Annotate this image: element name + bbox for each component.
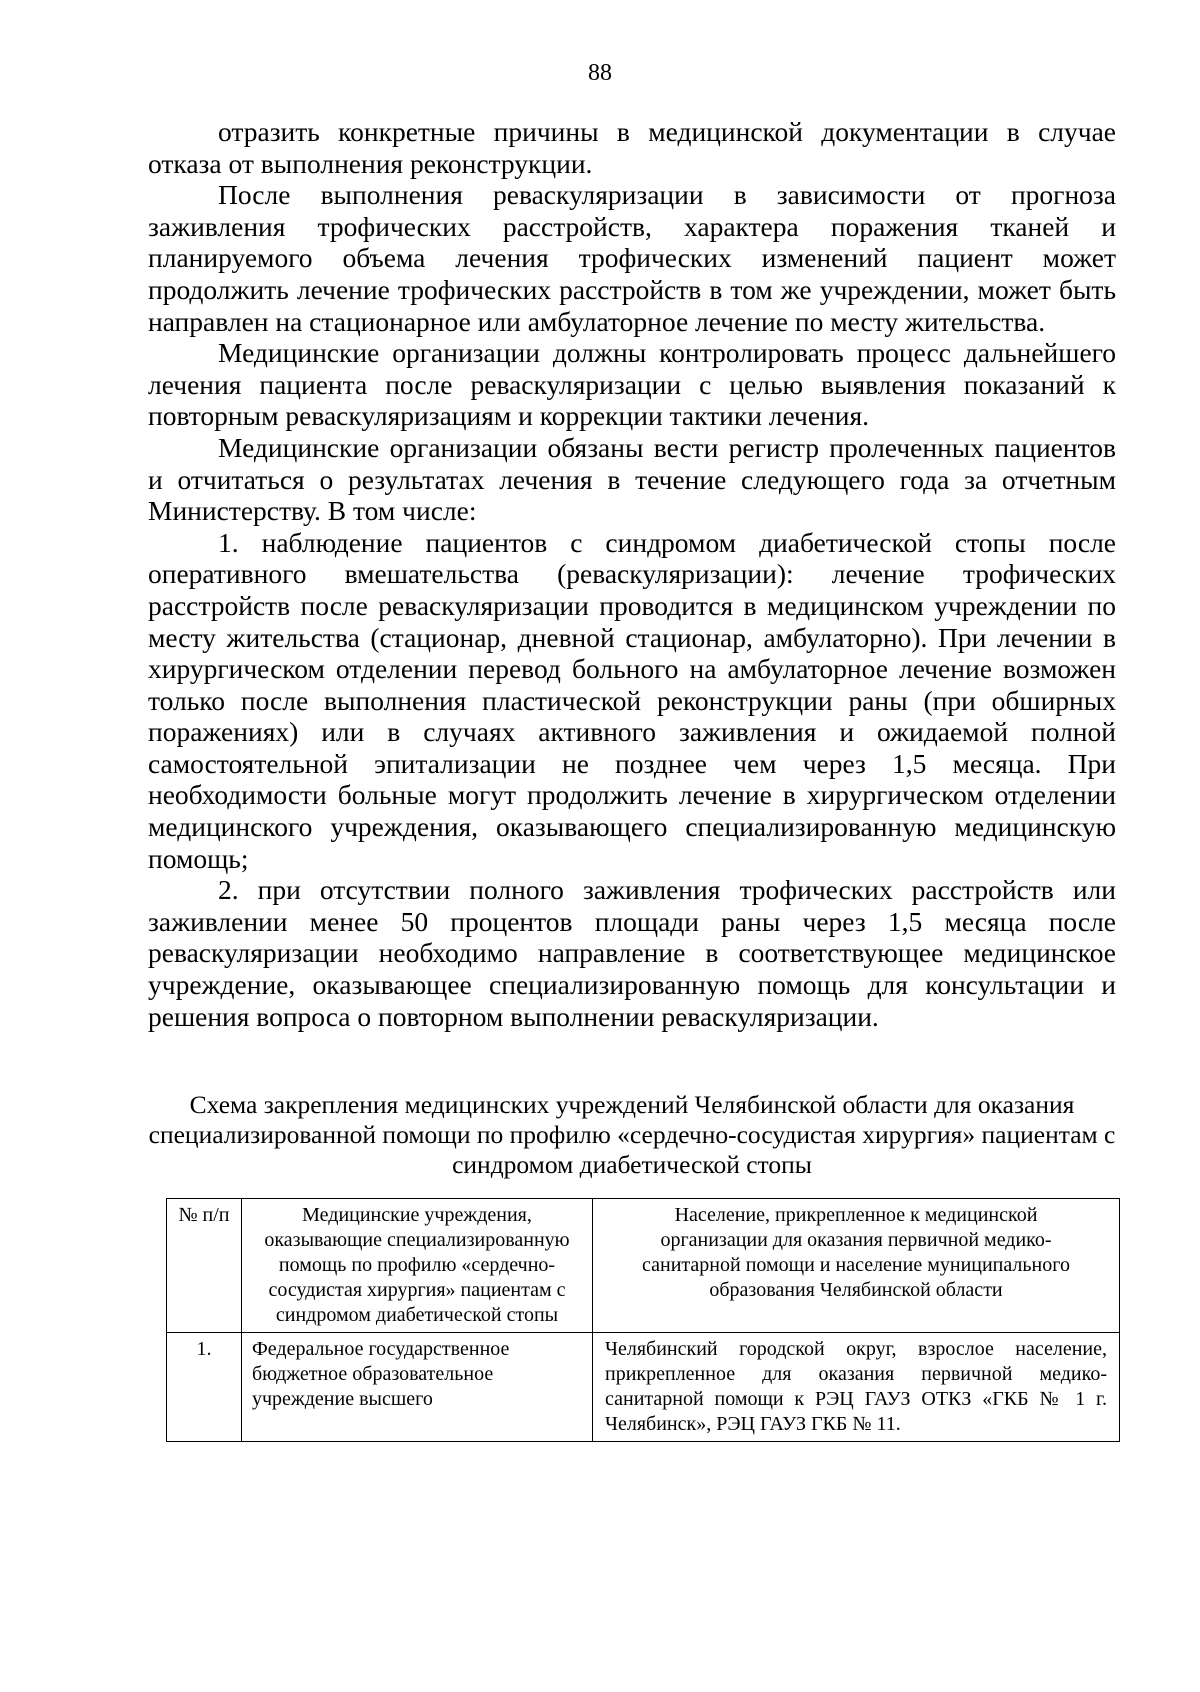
header-num: № п/п: [167, 1199, 242, 1333]
paragraph: Медицинские организации обязаны вести регистр пролеченных пациентов и отчитаться о результатах лечения в течение следующего года за отчетным Министерству. В том числе:: [148, 431, 1116, 527]
cell-population: Челябинский городской округ, взрослое население, прикрепленное для оказания первичной медико-санитарной помощи к РЭЦ ГАУЗ ОТКЗ «ГКБ № 1 г. Челябинск», РЭЦ ГАУЗ ГКБ № 11.: [593, 1333, 1120, 1442]
page-number: 88: [588, 60, 612, 86]
list-item: 2. при отсутствии полного заживления трофических расстройств или заживлении менее 50 процентов площади раны через 1,5 месяца после реваскуляризации необходимо направление в соответствующее медицинское учреждение, оказывающее специализированную помощь для консультации и решения вопроса о повторном выполнении реваскуляризации.: [148, 874, 1116, 1032]
header-institution: Медицинские учреждения, оказывающие специализированную помощь по профилю «сердечно-сосудистая хирургия» пациентам с синдромом диабетической стопы: [242, 1199, 593, 1333]
paragraph: После выполнения реваскуляризации в зависимости от прогноза заживления трофических расстройств, характера поражения тканей и планируемого объема лечения трофических изменений пациент может продолжить лечение трофических расстройств в том же учреждении, может быть направлен на стационарное или амбулаторное лечение по месту жительства.: [148, 179, 1116, 337]
cell-num: 1.: [167, 1333, 242, 1442]
cell-institution: Федеральное государственное бюджетное образовательное учреждение высшего: [242, 1333, 593, 1442]
table-caption: Схема закрепления медицинских учреждений Челябинской области для оказания специализированной помощи по профилю «сердечно-сосудистая хирургия» пациентам с синдромом диабетической стопы: [148, 1090, 1116, 1179]
body-text: [148, 116, 1116, 1032]
table-header-row: [167, 1199, 1120, 1333]
paragraph: Медицинские организации должны контролировать процесс дальнейшего лечения пациента после реваскуляризации с целью выявления показаний к повторным реваскуляризациям и коррекции тактики лечения.: [148, 337, 1116, 432]
table-row: [167, 1333, 1120, 1442]
assignment-table: [166, 1198, 1120, 1442]
list-item: 1. наблюдение пациентов с синдромом диабетической стопы после оперативного вмешательства (реваскуляризации): лечение трофических расстройств после реваскуляризации проводится в медицинском учреждении по месту жительства (стационар, дневной стационар, амбулаторно). При лечении в хирургическом отделении перевод больного на амбулаторное лечение возможен только после выполнения пластической реконструкции раны (при обширных поражениях) или в случаях активного заживления и ожидаемой полной самостоятельной эпитализации не позднее чем через 1,5 месяца. При необходимости больные могут продолжить лечение в хирургическом отделении медицинского учреждения, оказывающего специализированную медицинскую помощь;: [148, 526, 1116, 874]
header-population: Население, прикрепленное к медицинской организации для оказания первичной медико-санитарной помощи и население муниципального образования Челябинской области: [593, 1199, 1120, 1333]
paragraph: отразить конкретные причины в медицинской документации в случае отказа от выполнения реконструкции.: [148, 116, 1116, 179]
